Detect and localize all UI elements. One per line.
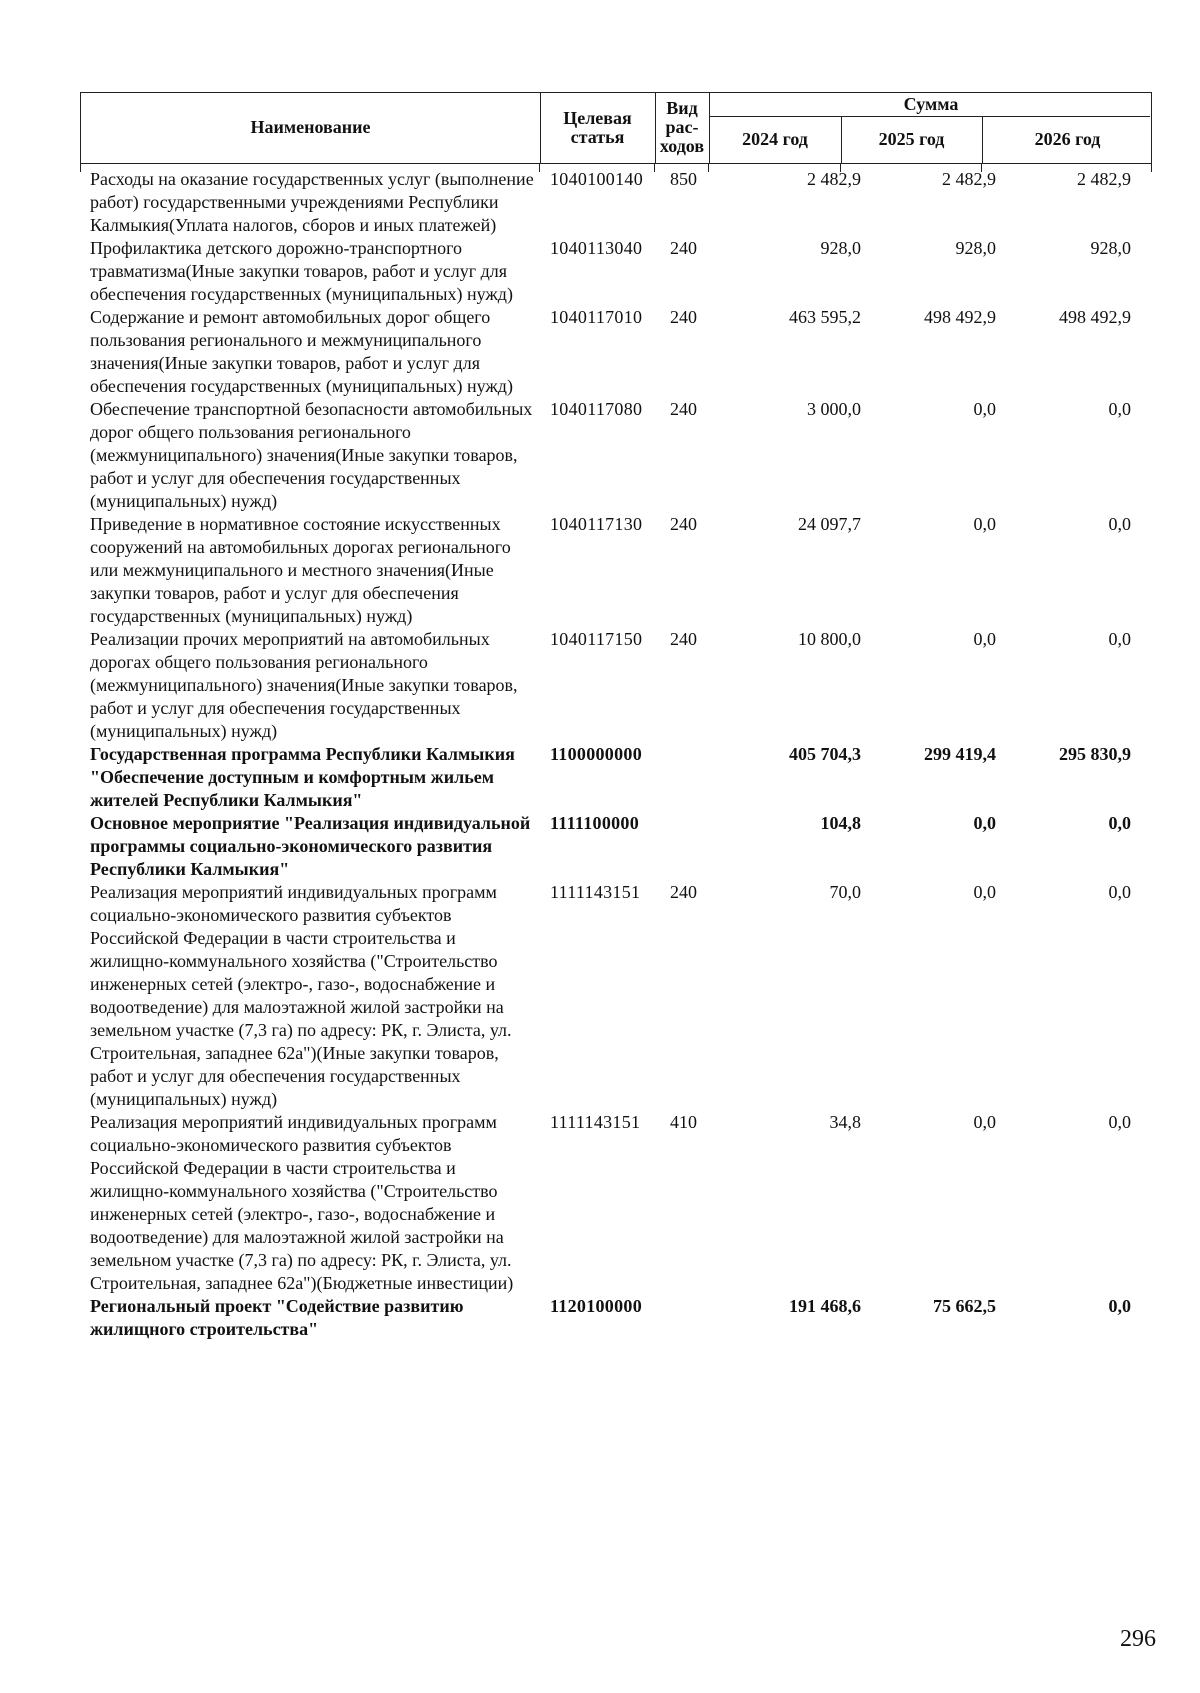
row-value-2026: 0,0 xyxy=(1108,1112,1131,1132)
table-header xyxy=(80,92,1152,164)
row-name: Реализации прочих мероприятий на автомобильных дорогах общего пользования регионального (межмуниципального) значения(Иные закупки товаров, работ и услуг для обеспечения государственных (муниципальных) нужд) xyxy=(90,629,518,741)
row-value-2026: 0,0 xyxy=(1108,1296,1131,1316)
row-code: 1111143151 xyxy=(550,1112,641,1132)
row-kind: 240 xyxy=(670,629,697,649)
table-body xyxy=(80,168,1160,1341)
table-row xyxy=(80,168,1160,237)
row-value-2025: 299 419,4 xyxy=(924,744,996,764)
row-kind: 850 xyxy=(670,169,697,189)
row-value-2024: 191 468,6 xyxy=(789,1296,861,1316)
page-number: 296 xyxy=(1120,1626,1156,1652)
row-name: Региональный проект "Содействие развитию жилищного строительства" xyxy=(90,1296,464,1339)
row-value-2026: 0,0 xyxy=(1108,629,1131,649)
row-code: 1040117150 xyxy=(550,629,643,649)
row-code: 1040117130 xyxy=(550,514,643,534)
row-value-2025: 0,0 xyxy=(973,813,996,833)
row-kind: 240 xyxy=(670,238,697,258)
row-value-2025: 0,0 xyxy=(973,629,996,649)
row-value-2025: 0,0 xyxy=(973,514,996,534)
row-name: Основное мероприятие "Реализация индивидуальной программы социально-экономического развития Республики Калмыкия" xyxy=(90,813,531,879)
row-name: Обеспечение транспортной безопасности автомобильных дорог общего пользования регионального (межмуниципального) значения(Иные закупки товаров, работ и услуг для обеспечения государственных (муниципальных) нужд) xyxy=(90,399,533,511)
table-row xyxy=(80,237,1160,306)
header-sum: Сумма xyxy=(903,94,959,114)
row-value-2025: 928,0 xyxy=(955,238,996,258)
row-value-2024: 3 000,0 xyxy=(807,399,861,419)
row-code: 1100000000 xyxy=(550,744,643,764)
row-value-2024: 463 595,2 xyxy=(789,307,861,327)
table-row xyxy=(80,812,1160,881)
row-name: Реализация мероприятий индивидуальных программ социально-экономического развития субъектов Российской Федерации в части строительства и жилищно-коммунального хозяйства ("Строительство инженерных сетей (электро-, газо-, водоснабжение и водоотведение) для малоэтажной жилой застройки на земельном участке (7,3 га) по адресу: РК, г. Элиста, ул. Строительная, западнее 62а")(Иные закупки товаров, работ и услуг для обеспечения государственных (муниципальных) нужд) xyxy=(90,882,512,1109)
row-name: Содержание и ремонт автомобильных дорог общего пользования регионального и межмуниципального значения(Иные закупки товаров, работ и услуг для обеспечения государственных (муниципальных) нужд) xyxy=(90,307,513,396)
row-name: Государственная программа Республики Калмыкия "Обеспечение доступным и комфортным жильем жителей Республики Калмыкия" xyxy=(90,744,515,810)
row-value-2025: 498 492,9 xyxy=(924,307,996,327)
row-kind: 410 xyxy=(670,1112,697,1132)
row-value-2024: 2 482,9 xyxy=(807,169,861,189)
row-value-2026: 928,0 xyxy=(1090,238,1131,258)
row-value-2024: 405 704,3 xyxy=(789,744,861,764)
row-value-2025: 2 482,9 xyxy=(942,169,996,189)
row-kind: 240 xyxy=(670,307,697,327)
row-name: Профилактика детского дорожно-транспортного травматизма(Иные закупки товаров, работ и услуг для обеспечения государственных (муниципальных) нужд) xyxy=(90,238,513,304)
header-year-2025: 2025 год xyxy=(878,129,945,149)
table-row xyxy=(80,306,1160,398)
header-code: Целевая статья xyxy=(563,107,632,147)
row-value-2024: 10 800,0 xyxy=(798,629,861,649)
header-year-2026: 2026 год xyxy=(1034,129,1101,149)
table-row xyxy=(80,743,1160,812)
row-value-2024: 24 097,7 xyxy=(798,514,861,534)
row-name: Приведение в нормативное состояние искусственных сооружений на автомобильных дорогах регионального или межмуниципального и местного значения(Иные закупки товаров, работ и услуг для обеспечения государственных (муниципальных) нужд) xyxy=(90,514,511,626)
row-value-2024: 34,8 xyxy=(829,1112,861,1132)
header-name: Наименование xyxy=(250,117,371,137)
header-kind: Вид рас-ходов xyxy=(659,98,705,156)
row-code: 1040100140 xyxy=(550,169,643,189)
row-kind: 240 xyxy=(670,882,697,902)
row-value-2026: 2 482,9 xyxy=(1077,169,1131,189)
row-value-2026: 0,0 xyxy=(1108,882,1131,902)
table-row xyxy=(80,628,1160,743)
row-code: 1111143151 xyxy=(550,882,641,902)
row-value-2024: 928,0 xyxy=(820,238,861,258)
row-code: 1040117080 xyxy=(550,399,643,419)
row-code: 1111100000 xyxy=(550,813,640,833)
table-row xyxy=(80,881,1160,1111)
table-row xyxy=(80,398,1160,513)
row-value-2024: 70,0 xyxy=(829,882,861,902)
row-value-2026: 498 492,9 xyxy=(1059,307,1131,327)
row-kind: 240 xyxy=(670,399,697,419)
row-code: 1120100000 xyxy=(550,1296,643,1316)
row-name: Расходы на оказание государственных услуг (выполнение работ) государственными учреждениями Республики Калмыкия(Уплата налогов, сборов и иных платежей) xyxy=(90,169,534,235)
row-value-2026: 0,0 xyxy=(1108,399,1131,419)
row-kind: 240 xyxy=(670,514,697,534)
row-name: Реализация мероприятий индивидуальных программ социально-экономического развития субъектов Российской Федерации в части строительства и жилищно-коммунального хозяйства ("Строительство инженерных сетей (электро-, газо-, водоснабжение и водоотведение) для малоэтажной жилой застройки на земельном участке (7,3 га) по адресу: РК, г. Элиста, ул. Строительная, западнее 62а")(Бюджетные инвестиции) xyxy=(90,1112,514,1293)
table-row xyxy=(80,1295,1160,1341)
table-row xyxy=(80,513,1160,628)
row-value-2025: 0,0 xyxy=(973,1112,996,1132)
header-year-2024: 2024 год xyxy=(742,129,808,149)
table-row xyxy=(80,1111,1160,1295)
row-value-2026: 295 830,9 xyxy=(1059,744,1131,764)
row-value-2025: 75 662,5 xyxy=(933,1296,996,1316)
row-value-2025: 0,0 xyxy=(973,882,996,902)
row-code: 1040113040 xyxy=(550,238,643,258)
row-code: 1040117010 xyxy=(550,307,643,327)
row-value-2024: 104,8 xyxy=(820,813,861,833)
row-value-2026: 0,0 xyxy=(1108,514,1131,534)
row-value-2026: 0,0 xyxy=(1108,813,1131,833)
row-value-2025: 0,0 xyxy=(973,399,996,419)
